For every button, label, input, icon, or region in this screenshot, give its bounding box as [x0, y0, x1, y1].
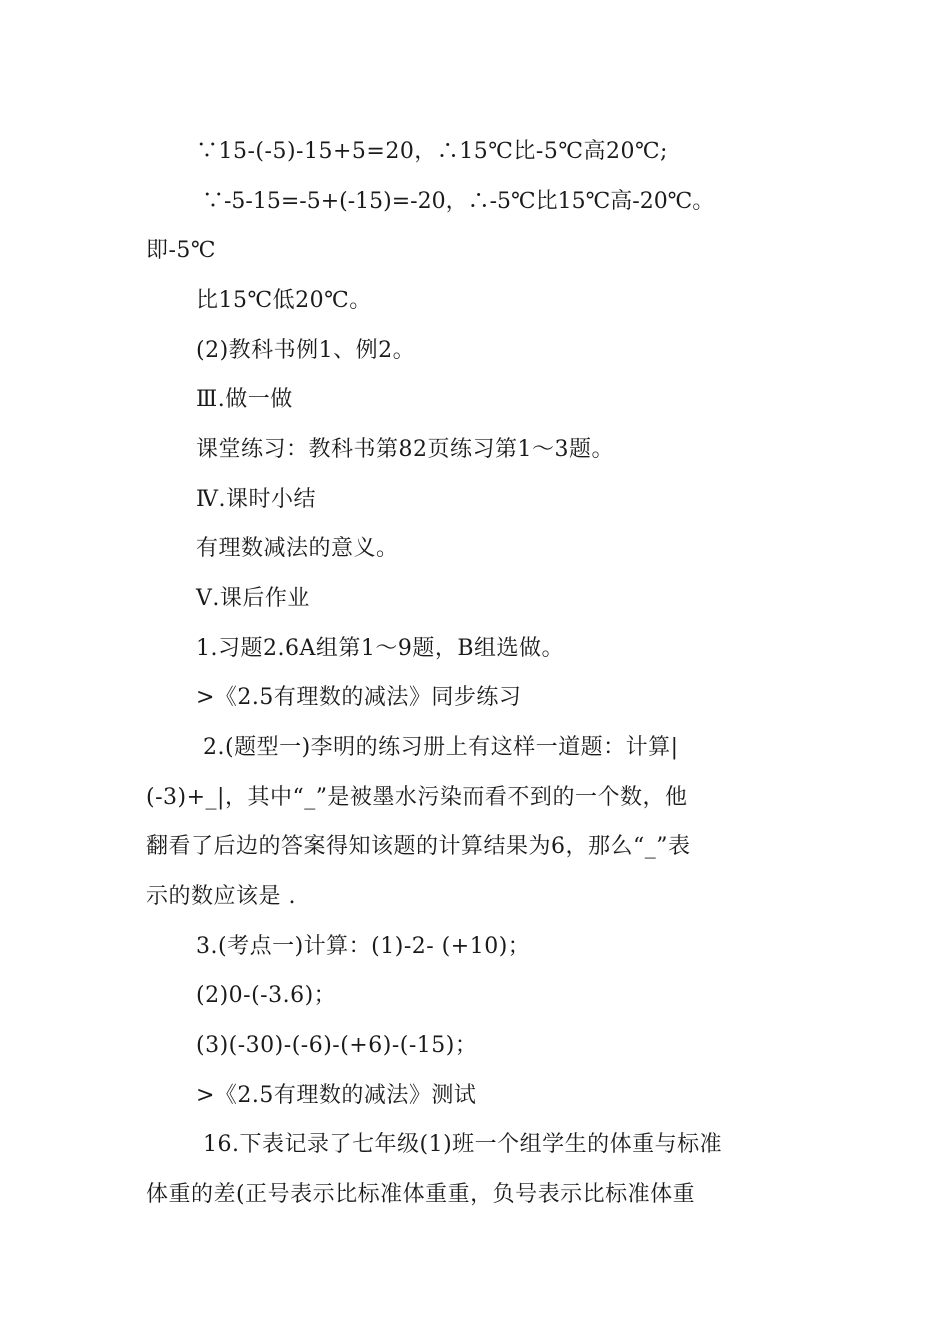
homework-item-1: 1.习题2.6A组第1～9题，B组选做。 [196, 636, 565, 661]
summary-text: 有理数减法的意义。 [196, 536, 399, 561]
question-2-line-3: 翻看了后边的答案得知该题的计算结果为6，那么“_”表 [146, 834, 691, 859]
question-2-line-4: 示的数应该是 . [146, 884, 296, 909]
solution-line-2: ∵-5-15=-5+(-15)=-20，∴-5℃比15℃高-20℃。 [202, 189, 715, 214]
question-16-line-2: 体重的差(正号表示比标准体重重，负号表示比标准体重 [146, 1182, 696, 1207]
solution-line-2-continued: 即-5℃ [146, 238, 217, 263]
section-heading-homework: Ⅴ.课后作业 [196, 586, 310, 611]
subheading-test: >《2.5有理数的减法》测试 [196, 1083, 477, 1108]
classroom-exercise: 课堂练习：教科书第82页练习第1～3题。 [196, 437, 614, 462]
section-heading-summary: Ⅳ.课时小结 [196, 487, 316, 512]
solution-line-1: ∵15-(-5)-15+5=20，∴15℃比-5℃高20℃; [196, 139, 668, 164]
question-2-line-1: 2.(题型一)李明的练习册上有这样一道题：计算| [203, 735, 679, 760]
question-3-part-3: (3)(-30)-(-6)-(+6)-(-15)； [196, 1033, 478, 1058]
question-16-line-1: 16.下表记录了七年级(1)班一个组学生的体重与标准 [203, 1132, 723, 1157]
solution-line-3: 比15℃低20℃。 [196, 288, 372, 313]
question-3-line-1: 3.(考点一)计算：(1)-2- (+10)； [196, 934, 531, 959]
question-2-line-2: (-3)+_|，其中“_”是被墨水污染而看不到的一个数，他 [146, 785, 688, 810]
subheading-sync-practice: >《2.5有理数的减法》同步练习 [196, 685, 522, 710]
question-3-part-2: (2)0-(-3.6)； [196, 983, 337, 1008]
section-heading-practice: Ⅲ.做一做 [196, 387, 293, 412]
textbook-examples: (2)教科书例1、例2。 [196, 338, 416, 363]
